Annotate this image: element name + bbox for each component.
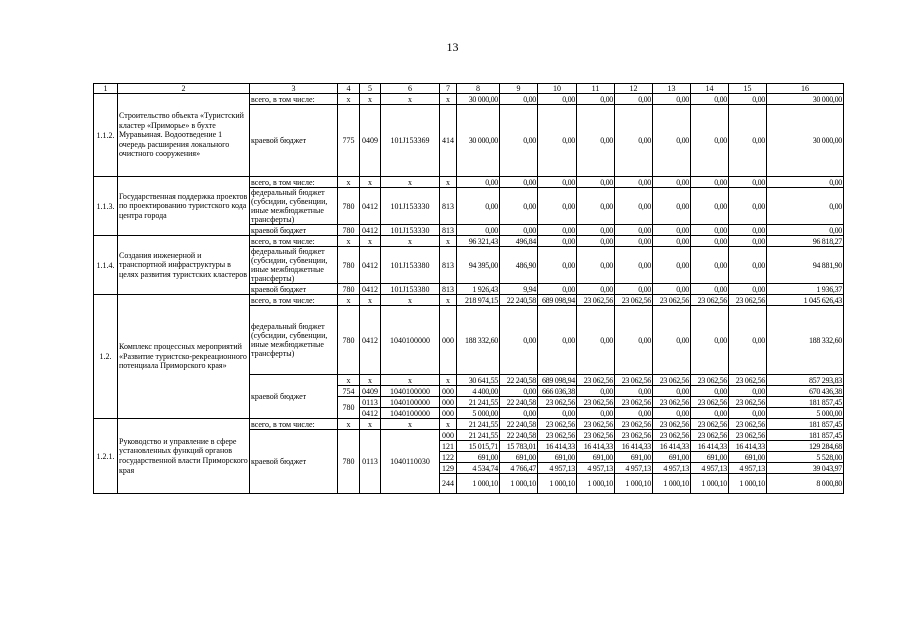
- value-cell: 1 000,10: [691, 474, 729, 494]
- value-cell: 23 062,56: [691, 430, 729, 441]
- value-cell: 0,00: [500, 94, 538, 105]
- value-cell: 0,00: [729, 225, 767, 236]
- value-cell: 0,00: [615, 225, 653, 236]
- value-cell: 0,00: [538, 94, 577, 105]
- value-cell: 23 062,56: [729, 430, 767, 441]
- vr-cell: х: [440, 419, 457, 430]
- csr-cell: х: [381, 236, 440, 247]
- vr-cell: 813: [440, 225, 457, 236]
- table-row: [94, 295, 844, 306]
- value-cell: 23 062,56: [729, 397, 767, 408]
- source-cell: краевой бюджет: [250, 225, 338, 236]
- item-code: 1.1.4.: [94, 236, 118, 295]
- header-cell: 5: [360, 84, 381, 94]
- page-number: 13: [446, 40, 459, 54]
- value-cell: 0,00: [500, 188, 538, 225]
- value-cell: 0,00: [577, 247, 615, 284]
- value-cell: 5 000,00: [457, 408, 500, 419]
- header-cell: 15: [729, 84, 767, 94]
- value-cell: 0,00: [500, 408, 538, 419]
- section-cell: 0412: [360, 188, 381, 225]
- table-row: [94, 419, 844, 430]
- header-cell: 13: [653, 84, 691, 94]
- source-cell: краевой бюджет: [250, 284, 338, 295]
- table-row: [94, 94, 844, 105]
- value-cell: 486,90: [500, 247, 538, 284]
- section-cell: х: [360, 236, 381, 247]
- value-cell: 0,00: [653, 188, 691, 225]
- value-cell: 23 062,56: [538, 419, 577, 430]
- value-cell: 181 857,45: [767, 419, 844, 430]
- header-cell: 16: [767, 84, 844, 94]
- vr-cell: 244: [440, 474, 457, 494]
- grbs-cell: 775: [338, 105, 360, 177]
- value-cell: 23 062,56: [729, 419, 767, 430]
- value-cell: 0,00: [653, 177, 691, 188]
- section-cell: х: [360, 94, 381, 105]
- value-cell: 0,00: [653, 94, 691, 105]
- value-cell: 96 818,27: [767, 236, 844, 247]
- source-cell: краевой бюджет: [250, 375, 338, 419]
- value-cell: 666 036,38: [538, 386, 577, 397]
- vr-cell: 121: [440, 441, 457, 452]
- item-name: Комплекс процессных мероприятий «Развитие туристско-рекреационного потенциала Приморского края»: [118, 295, 250, 419]
- value-cell: 0,00: [577, 177, 615, 188]
- value-cell: 691,00: [691, 452, 729, 463]
- section-cell: 0412: [360, 225, 381, 236]
- item-code: 1.1.3.: [94, 177, 118, 236]
- value-cell: 0,00: [767, 188, 844, 225]
- vr-cell: 813: [440, 284, 457, 295]
- csr-cell: х: [381, 177, 440, 188]
- source-cell: всего, в том числе:: [250, 177, 338, 188]
- value-cell: 0,00: [729, 386, 767, 397]
- header-cell: 14: [691, 84, 729, 94]
- section-cell: 0412: [360, 247, 381, 284]
- value-cell: 22 240,58: [500, 375, 538, 386]
- value-cell: 0,00: [653, 408, 691, 419]
- header-cell: 10: [538, 84, 577, 94]
- value-cell: 0,00: [653, 225, 691, 236]
- section-cell: х: [360, 419, 381, 430]
- value-cell: 4 957,13: [538, 463, 577, 474]
- grbs-cell: 780: [338, 430, 360, 494]
- value-cell: 1 926,43: [457, 284, 500, 295]
- value-cell: 691,00: [615, 452, 653, 463]
- vr-cell: 813: [440, 188, 457, 225]
- value-cell: 94 395,00: [457, 247, 500, 284]
- value-cell: 181 857,45: [767, 397, 844, 408]
- section-cell: 0412: [360, 284, 381, 295]
- source-cell: федеральный бюджет (субсидии, субвенции, иные межбюджетные трансферты): [250, 306, 338, 375]
- value-cell: 22 240,58: [500, 295, 538, 306]
- value-cell: 0,00: [729, 94, 767, 105]
- value-cell: 23 062,56: [653, 430, 691, 441]
- vr-cell: 414: [440, 105, 457, 177]
- value-cell: 22 240,58: [500, 430, 538, 441]
- vr-cell: х: [440, 94, 457, 105]
- value-cell: 0,00: [538, 236, 577, 247]
- value-cell: 23 062,56: [615, 375, 653, 386]
- header-cell: 11: [577, 84, 615, 94]
- grbs-cell: 780: [338, 188, 360, 225]
- header-cell: 2: [118, 84, 250, 94]
- value-cell: 0,00: [653, 247, 691, 284]
- value-cell: 23 062,56: [577, 375, 615, 386]
- grbs-cell: 780: [338, 247, 360, 284]
- value-cell: 0,00: [500, 386, 538, 397]
- header-cell: 6: [381, 84, 440, 94]
- grbs-cell: х: [338, 94, 360, 105]
- value-cell: 4 957,13: [615, 463, 653, 474]
- grbs-cell: 780: [338, 306, 360, 375]
- source-cell: всего, в том числе:: [250, 236, 338, 247]
- value-cell: 8 000,80: [767, 474, 844, 494]
- table-row: [94, 236, 844, 247]
- source-cell: всего, в том числе:: [250, 419, 338, 430]
- value-cell: 0,00: [653, 284, 691, 295]
- value-cell: 23 062,56: [729, 375, 767, 386]
- csr-cell: 101J153380: [381, 284, 440, 295]
- value-cell: 30 000,00: [767, 105, 844, 177]
- grbs-cell: 780: [338, 225, 360, 236]
- value-cell: 4 957,13: [577, 463, 615, 474]
- header-cell: 9: [500, 84, 538, 94]
- value-cell: 23 062,56: [691, 419, 729, 430]
- grbs-cell: 754: [338, 386, 360, 397]
- value-cell: 23 062,56: [691, 397, 729, 408]
- value-cell: 0,00: [691, 105, 729, 177]
- csr-cell: 1040100000: [381, 386, 440, 397]
- value-cell: 15 783,01: [500, 441, 538, 452]
- value-cell: 23 062,56: [653, 295, 691, 306]
- csr-cell: х: [381, 94, 440, 105]
- value-cell: 691,00: [500, 452, 538, 463]
- item-name: Создания инженерной и транспортной инфраструктуры в целях развития туристских кластеров: [118, 236, 250, 295]
- table-row: [94, 177, 844, 188]
- value-cell: 0,00: [729, 105, 767, 177]
- source-cell: всего, в том числе:: [250, 94, 338, 105]
- value-cell: 21 241,55: [457, 419, 500, 430]
- value-cell: 4 957,13: [729, 463, 767, 474]
- value-cell: 5 528,00: [767, 452, 844, 463]
- grbs-cell: 780: [338, 397, 360, 419]
- grbs-cell: х: [338, 236, 360, 247]
- value-cell: 0,00: [615, 386, 653, 397]
- value-cell: 0,00: [577, 188, 615, 225]
- section-cell: 0113: [360, 397, 381, 408]
- value-cell: 94 881,90: [767, 247, 844, 284]
- value-cell: 0,00: [691, 225, 729, 236]
- value-cell: 0,00: [457, 225, 500, 236]
- value-cell: 23 062,56: [577, 430, 615, 441]
- header-cell: 3: [250, 84, 338, 94]
- value-cell: 1 045 626,43: [767, 295, 844, 306]
- section-cell: х: [360, 295, 381, 306]
- source-cell: всего, в том числе:: [250, 295, 338, 306]
- value-cell: 30 000,00: [457, 105, 500, 177]
- value-cell: 0,00: [538, 408, 577, 419]
- vr-cell: 129: [440, 463, 457, 474]
- value-cell: 0,00: [615, 94, 653, 105]
- value-cell: 5 000,00: [767, 408, 844, 419]
- value-cell: 21 241,55: [457, 430, 500, 441]
- value-cell: 0,00: [691, 386, 729, 397]
- value-cell: 0,00: [538, 225, 577, 236]
- value-cell: 23 062,56: [577, 419, 615, 430]
- value-cell: 23 062,56: [577, 397, 615, 408]
- vr-cell: 813: [440, 247, 457, 284]
- csr-cell: х: [381, 375, 440, 386]
- value-cell: 0,00: [653, 306, 691, 375]
- vr-cell: 122: [440, 452, 457, 463]
- section-cell: х: [360, 177, 381, 188]
- value-cell: 23 062,56: [538, 430, 577, 441]
- value-cell: 0,00: [615, 177, 653, 188]
- value-cell: 0,00: [767, 225, 844, 236]
- csr-cell: 101J153330: [381, 188, 440, 225]
- value-cell: 23 062,56: [729, 295, 767, 306]
- csr-cell: 1040100000: [381, 397, 440, 408]
- value-cell: 1 000,10: [500, 474, 538, 494]
- value-cell: 691,00: [538, 452, 577, 463]
- source-cell: краевой бюджет: [250, 430, 338, 494]
- section-cell: 0412: [360, 408, 381, 419]
- value-cell: 0,00: [615, 105, 653, 177]
- value-cell: 691,00: [729, 452, 767, 463]
- value-cell: 0,00: [615, 236, 653, 247]
- value-cell: 23 062,56: [653, 419, 691, 430]
- header-cell: 1: [94, 84, 118, 94]
- source-cell: краевой бюджет: [250, 105, 338, 177]
- value-cell: 1 000,10: [577, 474, 615, 494]
- value-cell: 16 414,33: [577, 441, 615, 452]
- section-cell: 0412: [360, 306, 381, 375]
- value-cell: 0,00: [615, 408, 653, 419]
- value-cell: 0,00: [691, 177, 729, 188]
- value-cell: 0,00: [457, 188, 500, 225]
- value-cell: 16 414,33: [615, 441, 653, 452]
- value-cell: 0,00: [577, 225, 615, 236]
- value-cell: 0,00: [538, 284, 577, 295]
- item-code: 1.2.1.: [94, 419, 118, 494]
- value-cell: 4 400,00: [457, 386, 500, 397]
- csr-cell: х: [381, 419, 440, 430]
- value-cell: 21 241,55: [457, 397, 500, 408]
- vr-cell: х: [440, 177, 457, 188]
- item-name: Государственная поддержка проектов по проектированию туристского кода центра города: [118, 177, 250, 236]
- budget-table: [93, 83, 844, 494]
- value-cell: 23 062,56: [615, 397, 653, 408]
- value-cell: 0,00: [653, 105, 691, 177]
- value-cell: 0,00: [691, 247, 729, 284]
- value-cell: 0,00: [615, 306, 653, 375]
- grbs-cell: х: [338, 177, 360, 188]
- vr-cell: 000: [440, 408, 457, 419]
- value-cell: 0,00: [729, 408, 767, 419]
- value-cell: 0,00: [500, 105, 538, 177]
- value-cell: 0,00: [767, 177, 844, 188]
- value-cell: 1 000,10: [457, 474, 500, 494]
- grbs-cell: х: [338, 295, 360, 306]
- value-cell: 0,00: [691, 236, 729, 247]
- value-cell: 0,00: [538, 105, 577, 177]
- value-cell: 691,00: [577, 452, 615, 463]
- section-cell: 0409: [360, 386, 381, 397]
- value-cell: 496,84: [500, 236, 538, 247]
- value-cell: 0,00: [653, 236, 691, 247]
- value-cell: 0,00: [538, 306, 577, 375]
- value-cell: 30 000,00: [767, 94, 844, 105]
- value-cell: 181 857,45: [767, 430, 844, 441]
- csr-cell: 1040100000: [381, 306, 440, 375]
- grbs-cell: 780: [338, 284, 360, 295]
- csr-cell: 101J153330: [381, 225, 440, 236]
- csr-cell: х: [381, 295, 440, 306]
- value-cell: 39 043,97: [767, 463, 844, 474]
- value-cell: 0,00: [538, 247, 577, 284]
- value-cell: 15 015,71: [457, 441, 500, 452]
- value-cell: 23 062,56: [691, 375, 729, 386]
- value-cell: 670 436,38: [767, 386, 844, 397]
- value-cell: 0,00: [457, 177, 500, 188]
- value-cell: 4 766,47: [500, 463, 538, 474]
- value-cell: 16 414,33: [691, 441, 729, 452]
- value-cell: 1 000,10: [615, 474, 653, 494]
- value-cell: 0,00: [691, 306, 729, 375]
- item-code: 1.2.: [94, 295, 118, 419]
- value-cell: 0,00: [577, 94, 615, 105]
- source-cell: федеральный бюджет (субсидии, субвенции, иные межбюджетные трансферты): [250, 247, 338, 284]
- item-name: Руководство и управление в сфере установленных функций органов государственной власти Приморского края: [118, 419, 250, 494]
- value-cell: 1 936,37: [767, 284, 844, 295]
- item-code: 1.1.2.: [94, 94, 118, 177]
- csr-cell: 101J153380: [381, 247, 440, 284]
- value-cell: 0,00: [729, 236, 767, 247]
- csr-cell: 101J153369: [381, 105, 440, 177]
- value-cell: 16 414,33: [538, 441, 577, 452]
- value-cell: 0,00: [691, 284, 729, 295]
- value-cell: 23 062,56: [538, 397, 577, 408]
- value-cell: 0,00: [729, 247, 767, 284]
- value-cell: 23 062,56: [653, 397, 691, 408]
- value-cell: 1 000,10: [729, 474, 767, 494]
- grbs-cell: х: [338, 375, 360, 386]
- csr-cell: 1040100000: [381, 408, 440, 419]
- value-cell: 23 062,56: [615, 295, 653, 306]
- value-cell: 23 062,56: [653, 375, 691, 386]
- value-cell: 129 284,68: [767, 441, 844, 452]
- value-cell: 0,00: [653, 386, 691, 397]
- value-cell: 0,00: [577, 236, 615, 247]
- value-cell: 689 098,94: [538, 375, 577, 386]
- value-cell: 30 641,55: [457, 375, 500, 386]
- value-cell: 22 240,58: [500, 397, 538, 408]
- vr-cell: 000: [440, 306, 457, 375]
- value-cell: 691,00: [457, 452, 500, 463]
- vr-cell: 000: [440, 430, 457, 441]
- value-cell: 0,00: [577, 386, 615, 397]
- value-cell: 0,00: [691, 94, 729, 105]
- value-cell: 188 332,60: [767, 306, 844, 375]
- value-cell: 0,00: [538, 177, 577, 188]
- item-name: Строительство объекта «Туристский кластер «Приморье» в бухте Муравьиная. Водоотведение 1 очередь расширения локального очистного сооружения»: [118, 94, 250, 177]
- value-cell: 22 240,58: [500, 419, 538, 430]
- header-cell: 8: [457, 84, 500, 94]
- value-cell: 0,00: [691, 188, 729, 225]
- value-cell: 23 062,56: [615, 430, 653, 441]
- value-cell: 0,00: [615, 247, 653, 284]
- value-cell: 96 321,43: [457, 236, 500, 247]
- csr-cell: 1040110030: [381, 430, 440, 494]
- value-cell: 16 414,33: [653, 441, 691, 452]
- value-cell: 0,00: [729, 284, 767, 295]
- value-cell: 0,00: [729, 188, 767, 225]
- value-cell: 16 414,33: [729, 441, 767, 452]
- value-cell: 0,00: [577, 408, 615, 419]
- value-cell: 30 000,00: [457, 94, 500, 105]
- value-cell: 689 098,94: [538, 295, 577, 306]
- value-cell: 1 000,10: [538, 474, 577, 494]
- section-cell: 0409: [360, 105, 381, 177]
- value-cell: 0,00: [538, 188, 577, 225]
- value-cell: 0,00: [729, 306, 767, 375]
- vr-cell: х: [440, 236, 457, 247]
- value-cell: 23 062,56: [615, 419, 653, 430]
- value-cell: 0,00: [691, 408, 729, 419]
- value-cell: 0,00: [577, 284, 615, 295]
- value-cell: 23 062,56: [577, 295, 615, 306]
- source-cell: федеральный бюджет (субсидии, субвенции, иные межбюджетные трансферты): [250, 188, 338, 225]
- vr-cell: 000: [440, 386, 457, 397]
- value-cell: 23 062,56: [691, 295, 729, 306]
- header-row: [94, 84, 844, 94]
- header-cell: 7: [440, 84, 457, 94]
- header-cell: 4: [338, 84, 360, 94]
- section-cell: х: [360, 375, 381, 386]
- vr-cell: 000: [440, 397, 457, 408]
- value-cell: 0,00: [729, 177, 767, 188]
- value-cell: 4 534,74: [457, 463, 500, 474]
- value-cell: 0,00: [615, 284, 653, 295]
- value-cell: 691,00: [653, 452, 691, 463]
- value-cell: 188 332,60: [457, 306, 500, 375]
- grbs-cell: х: [338, 419, 360, 430]
- value-cell: 857 293,83: [767, 375, 844, 386]
- value-cell: 0,00: [500, 225, 538, 236]
- vr-cell: х: [440, 375, 457, 386]
- value-cell: 0,00: [500, 177, 538, 188]
- value-cell: 4 957,13: [653, 463, 691, 474]
- value-cell: 0,00: [577, 306, 615, 375]
- value-cell: 218 974,15: [457, 295, 500, 306]
- value-cell: 0,00: [615, 188, 653, 225]
- vr-cell: х: [440, 295, 457, 306]
- header-cell: 12: [615, 84, 653, 94]
- value-cell: 0,00: [577, 105, 615, 177]
- value-cell: 1 000,10: [653, 474, 691, 494]
- value-cell: 4 957,13: [691, 463, 729, 474]
- section-cell: 0113: [360, 430, 381, 494]
- value-cell: 0,00: [500, 306, 538, 375]
- value-cell: 9,94: [500, 284, 538, 295]
